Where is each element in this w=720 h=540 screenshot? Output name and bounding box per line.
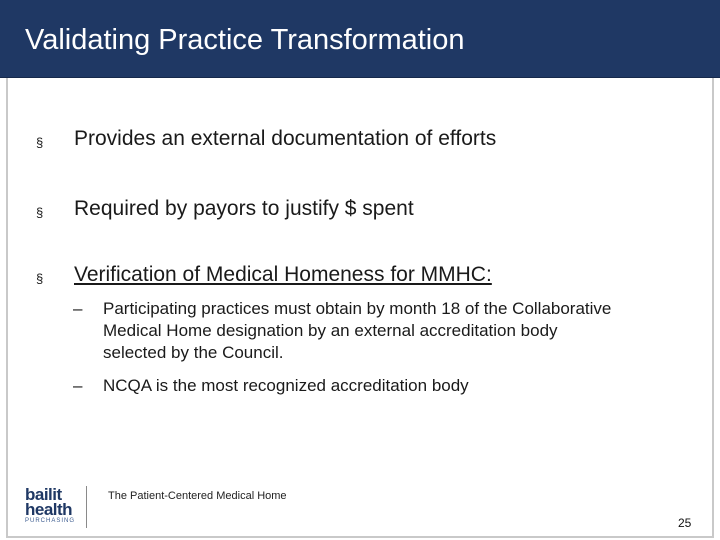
slide-title: Validating Practice Transformation	[25, 24, 465, 56]
title-bar	[0, 0, 720, 78]
bullet-mark: §	[36, 135, 44, 150]
bailit-health-logo	[25, 487, 91, 531]
sub-bullet-text: Participating practices must obtain by month 18 of the Collaborative Medical Home designation by an external accreditation body selected by the Council.	[103, 299, 612, 362]
logo-divider	[86, 486, 87, 528]
logo-line-bailit: bailit	[25, 485, 62, 504]
page-number: 25	[678, 516, 692, 530]
sub-bullet-dash: –	[73, 299, 83, 318]
bullet-mark: §	[36, 271, 44, 286]
bullet-text: Verification of Medical Homeness for MMHC:	[74, 263, 492, 286]
bullet-text: Required by payors to justify $ spent	[74, 197, 414, 220]
sub-bullet-text: NCQA is the most recognized accreditation body	[103, 376, 469, 395]
logo-line-health: health	[25, 500, 73, 519]
bullet-mark: §	[36, 205, 44, 220]
bullet-text: Provides an external documentation of efforts	[74, 127, 497, 150]
footer-caption: The Patient-Centered Medical Home	[108, 490, 287, 502]
sub-bullet-dash: –	[73, 376, 83, 395]
logo-line-purchasing: PURCHASING	[25, 518, 76, 524]
